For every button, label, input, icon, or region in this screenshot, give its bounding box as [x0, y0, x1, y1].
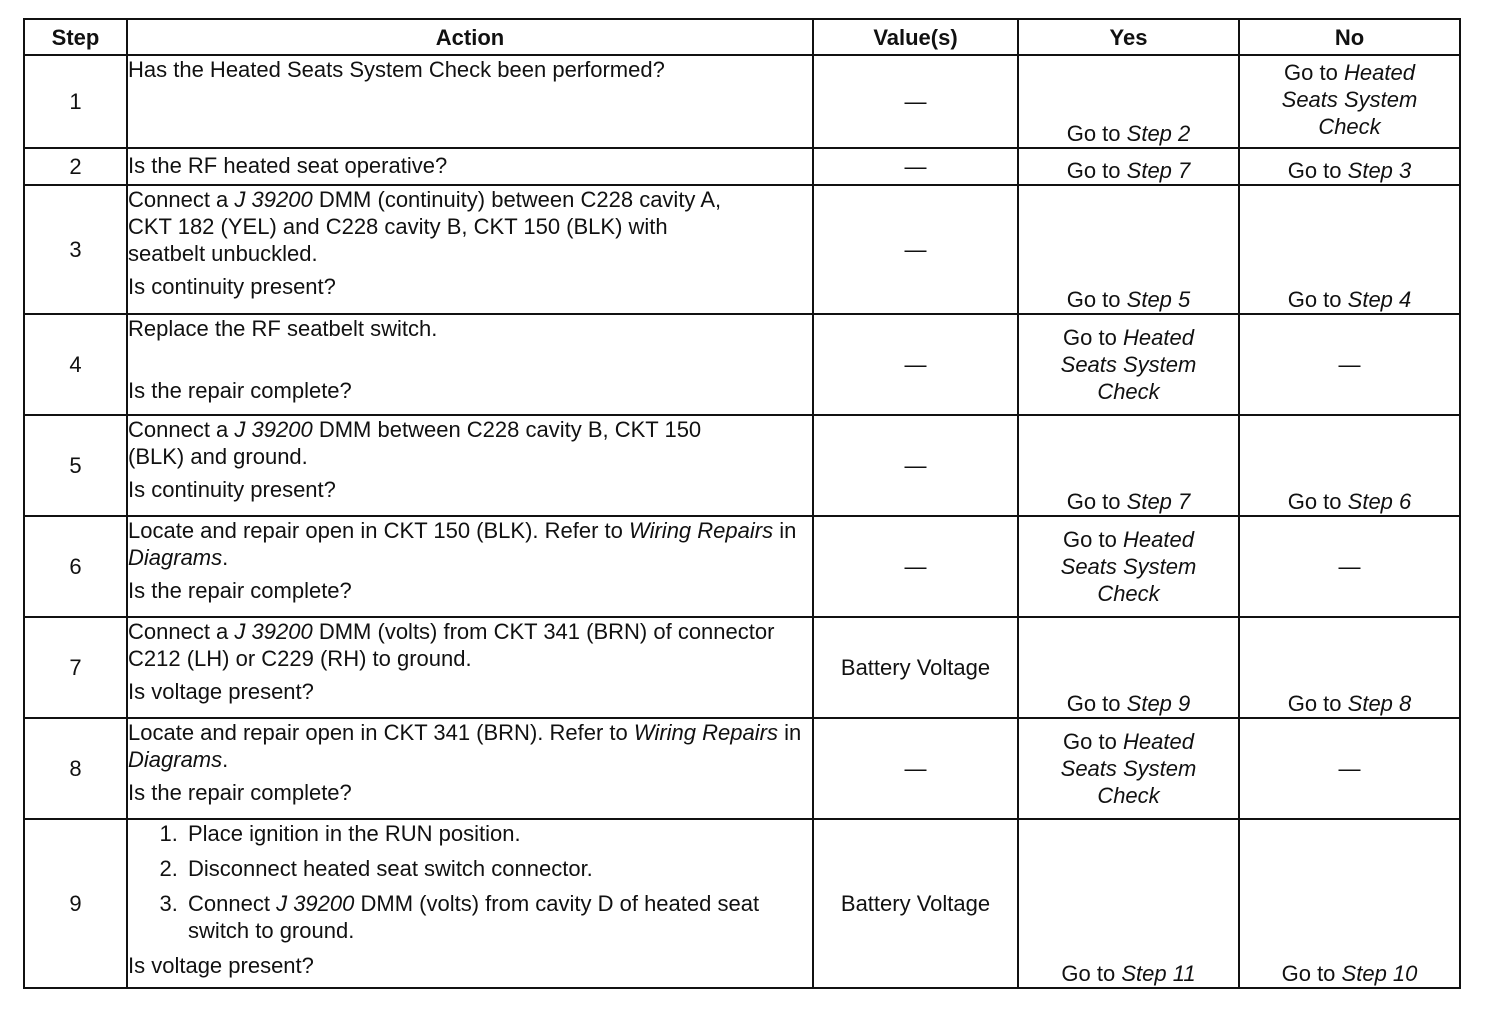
yes-cell [1018, 819, 1239, 988]
yes-cell [1018, 415, 1239, 516]
action-cell [127, 314, 813, 415]
no-cell [1239, 415, 1460, 516]
header-values: Value(s) [813, 19, 1018, 55]
go-to-label: Go to [1063, 527, 1117, 552]
table-row [24, 718, 1460, 819]
step-number: 7 [24, 617, 127, 718]
value-cell: — [813, 314, 1018, 415]
value-cell: — [813, 415, 1018, 516]
yes-ref: Step 7 [1126, 158, 1191, 183]
action-text: . [222, 747, 229, 772]
go-to-label: Go to [1063, 325, 1117, 350]
no-cell [1239, 148, 1460, 185]
no-cell: — [1239, 314, 1460, 415]
table-row [24, 148, 1460, 185]
action-cell [127, 415, 813, 516]
action-text: in [779, 518, 797, 543]
action-text: Is the RF heated seat operative? [128, 153, 448, 178]
no-cell [1239, 55, 1460, 148]
table-row [24, 819, 1460, 988]
go-to-label: Go to [1066, 691, 1121, 716]
value-cell: — [813, 718, 1018, 819]
go-to-label: Go to [1287, 287, 1342, 312]
diagnostic-table [23, 18, 1461, 989]
substep-item [184, 890, 812, 944]
manual-ref: Wiring Repairs [633, 720, 778, 745]
manual-ref: Wiring Repairs [629, 518, 774, 543]
header-yes: Yes [1018, 19, 1239, 55]
no-cell: — [1239, 516, 1460, 617]
go-to-label: Go to [1287, 691, 1342, 716]
step-number: 1 [24, 55, 127, 148]
value-cell: — [813, 185, 1018, 314]
step-number: 8 [24, 718, 127, 819]
action-text: in [784, 720, 802, 745]
action-instruction [128, 618, 812, 672]
tool-ref: J 39200 [234, 187, 313, 212]
go-to-label: Go to [1066, 489, 1121, 514]
manual-ref: Diagrams [128, 545, 223, 570]
action-instruction: Replace the RF seatbelt switch. [128, 316, 438, 341]
action-text: DMM (volts) from cavity D of heated seat switch to ground. [188, 891, 760, 943]
table-row [24, 617, 1460, 718]
action-cell [127, 185, 813, 314]
action-question: Is continuity present? [128, 274, 336, 299]
action-cell [127, 55, 813, 148]
action-question: Is the repair complete? [128, 378, 352, 403]
step-number: 4 [24, 314, 127, 415]
no-ref: Step 10 [1341, 961, 1418, 986]
action-text: DMM between C228 cavity B, CKT 150 (BLK) and ground. [128, 417, 702, 469]
step-number: 2 [24, 148, 127, 185]
action-question: Is the repair complete? [128, 578, 352, 603]
yes-cell [1018, 718, 1239, 819]
action-instruction [128, 517, 812, 571]
step-number: 3 [24, 185, 127, 314]
value-cell: — [813, 55, 1018, 148]
go-to-label: Go to [1061, 961, 1116, 986]
no-cell: — [1239, 718, 1460, 819]
yes-cell [1018, 617, 1239, 718]
action-text: Locate and repair open in CKT 150 (BLK). Refer to [128, 518, 623, 543]
action-question: Is the repair complete? [128, 780, 352, 805]
yes-cell [1018, 148, 1239, 185]
action-question: Is voltage present? [128, 953, 314, 978]
yes-cell [1018, 185, 1239, 314]
no-ref: Heated Seats System Check [1281, 60, 1418, 139]
go-to-label: Go to [1066, 158, 1121, 183]
tool-ref: J 39200 [234, 417, 313, 442]
action-instruction [128, 186, 728, 267]
action-text: Connect [188, 891, 270, 916]
no-cell [1239, 617, 1460, 718]
action-cell [127, 516, 813, 617]
no-cell [1239, 819, 1460, 988]
no-ref: Step 3 [1347, 158, 1412, 183]
yes-ref: Step 5 [1126, 287, 1191, 312]
action-question: Is continuity present? [128, 477, 336, 502]
table-row [24, 415, 1460, 516]
go-to-label: Go to [1284, 60, 1338, 85]
header-no: No [1239, 19, 1460, 55]
action-text: Connect a [128, 619, 229, 644]
manual-ref: Diagrams [128, 747, 223, 772]
no-ref: Step 6 [1347, 489, 1412, 514]
action-text: Connect a [128, 187, 229, 212]
header-step: Step [24, 19, 127, 55]
header-action: Action [127, 19, 813, 55]
action-text: DMM (continuity) between C228 cavity A, CKT 182 (YEL) and C228 cavity B, CKT 150 (BLK) with seatbelt unbuckled. [128, 187, 722, 266]
go-to-label: Go to [1066, 287, 1121, 312]
action-cell [127, 718, 813, 819]
yes-ref: Heated Seats System Check [1060, 325, 1197, 404]
action-text: Has the Heated Seats System Check been performed? [128, 57, 665, 82]
table-row [24, 185, 1460, 314]
yes-cell [1018, 314, 1239, 415]
yes-cell [1018, 55, 1239, 148]
table-row [24, 516, 1460, 617]
action-text: DMM (volts) from CKT 341 (BRN) of connector C212 (LH) or C229 (RH) to ground. [128, 619, 775, 671]
yes-ref: Step 2 [1126, 121, 1191, 146]
action-instruction [128, 719, 812, 773]
action-cell [127, 617, 813, 718]
yes-ref: Step 9 [1126, 691, 1191, 716]
substep-item: 1. Place ignition in the RUN position. [184, 820, 812, 847]
go-to-label: Go to [1063, 729, 1117, 754]
action-instruction [128, 416, 708, 470]
value-cell: Battery Voltage [813, 819, 1018, 988]
header-row [24, 19, 1460, 55]
action-cell [127, 819, 813, 988]
tool-ref: J 39200 [276, 891, 355, 916]
value-cell: — [813, 148, 1018, 185]
action-text: Locate and repair open in CKT 341 (BRN). Refer to [128, 720, 628, 745]
step-number: 5 [24, 415, 127, 516]
no-cell [1239, 185, 1460, 314]
action-cell [127, 148, 813, 185]
no-ref: Step 8 [1347, 691, 1412, 716]
go-to-label: Go to [1287, 489, 1342, 514]
action-question: Is voltage present? [128, 679, 314, 704]
go-to-label: Go to [1281, 961, 1336, 986]
go-to-label: Go to [1287, 158, 1342, 183]
yes-cell [1018, 516, 1239, 617]
yes-ref: Heated Seats System Check [1060, 527, 1197, 606]
table-row [24, 314, 1460, 415]
tool-ref: J 39200 [234, 619, 313, 644]
value-cell: — [813, 516, 1018, 617]
step-number: 6 [24, 516, 127, 617]
yes-ref: Step 7 [1126, 489, 1191, 514]
substep-list [128, 820, 812, 944]
action-text: . [222, 545, 229, 570]
yes-ref: Step 11 [1121, 961, 1196, 986]
substep-item: 2. Disconnect heated seat switch connector. [184, 855, 812, 882]
action-text: Connect a [128, 417, 229, 442]
go-to-label: Go to [1066, 121, 1121, 146]
value-cell: Battery Voltage [813, 617, 1018, 718]
yes-ref: Heated Seats System Check [1060, 729, 1197, 808]
step-number: 9 [24, 819, 127, 988]
table-row [24, 55, 1460, 148]
no-ref: Step 4 [1347, 287, 1412, 312]
